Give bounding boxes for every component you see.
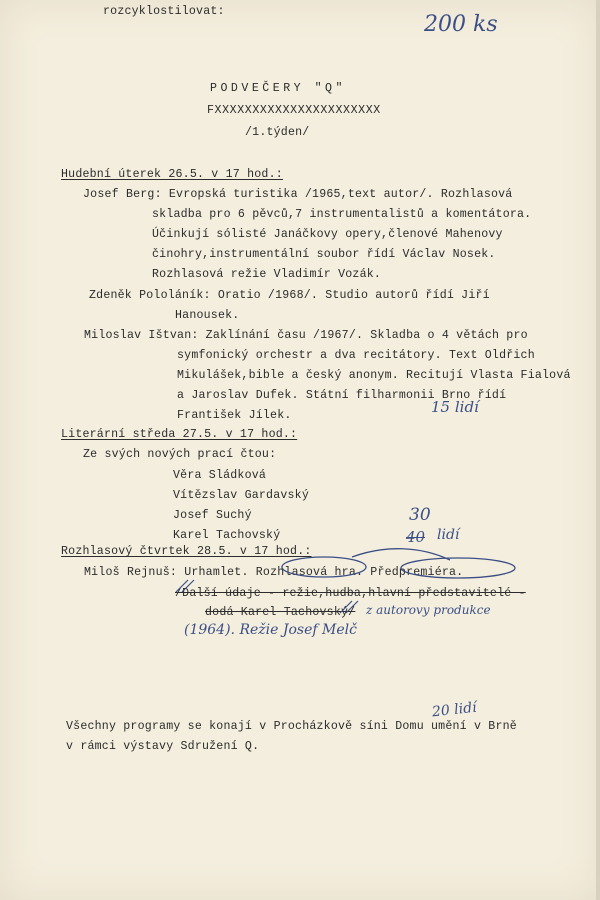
footer-line: v rámci výstavy Sdružení Q. bbox=[66, 740, 260, 753]
section-line: František Jílek. bbox=[177, 409, 292, 422]
reader-name: Karel Tachovský bbox=[173, 529, 281, 542]
crossed-out-line: FXXXXXXXXXXXXXXXXXXXXXX bbox=[207, 104, 381, 117]
section-line: symfonický orchestr a dva recitátory. Text Oldřich bbox=[177, 349, 535, 362]
reader-name: Věra Sládková bbox=[173, 469, 267, 482]
week-label: /1.týden/ bbox=[245, 126, 310, 139]
crossed-details-line: /Další údaje - režie,hudba,hlavní představitelé - bbox=[175, 587, 526, 600]
section-line: skladba pro 6 pěvců,7 instrumentalistů a komentátora. bbox=[152, 208, 532, 221]
handwritten-attendance-number: 30 bbox=[409, 505, 431, 525]
slash-mark bbox=[176, 580, 194, 592]
section-line: Rozhlasová režie Vladimír Vozák. bbox=[152, 268, 382, 281]
section-heading-radio: Rozhlasový čtvrtek 28.5. v 17 hod.: bbox=[61, 545, 312, 558]
circle-mark bbox=[282, 557, 366, 577]
handwritten-copies: 200 ks bbox=[424, 12, 498, 37]
handwritten-crossed-number: 40 bbox=[406, 528, 426, 546]
section-heading-music: Hudební úterek 26.5. v 17 hod.: bbox=[61, 168, 283, 181]
slash-mark bbox=[340, 601, 358, 613]
section-line: Miloslav Ištvan: Zaklínání času /1967/. Skladba o 4 větách pro bbox=[84, 329, 528, 342]
section-heading-literary: Literární středa 27.5. v 17 hod.: bbox=[61, 428, 298, 441]
section-line: Účinkují sólisté Janáčkovy opery,členové Mahenovy bbox=[152, 228, 503, 241]
section-line: Mikulášek,bible a český anonym. Recitují Vlasta Fialová bbox=[177, 369, 571, 382]
reading-intro: Ze svých nových prací čtou: bbox=[83, 448, 277, 461]
section-line: Josef Berg: Evropská turistika /1965,text autor/. Rozhlasová bbox=[83, 188, 513, 201]
section-line: Hanousek. bbox=[175, 309, 240, 322]
handwritten-attendance-1: 15 lidí bbox=[431, 398, 479, 416]
handwritten-insert: z autorovy produkce bbox=[366, 603, 491, 617]
document-title: PODVEČERY "Q" bbox=[210, 82, 346, 95]
crossed-details-line: dodá Karel Tachovský/ bbox=[205, 606, 356, 619]
section-line: Zdeněk Pololáník: Oratio /1968/. Studio autorů řídí Jiří bbox=[89, 289, 490, 302]
radio-play-line: Miloš Rejnuš: Urhamlet. Rozhlasová hra. Předpremiéra. bbox=[84, 566, 464, 579]
header-note: rozcyklostilovat: bbox=[103, 5, 225, 18]
footer-line: Všechny programy se konají v Procházkově síni Domu umění v Brně bbox=[66, 720, 517, 733]
circle-mark bbox=[401, 558, 515, 578]
section-line: a Jaroslav Dufek. Státní filharmonii Brno řídí bbox=[177, 389, 507, 402]
section-line: činohry,instrumentální soubor řídí Václav Nosek. bbox=[152, 248, 496, 261]
reader-name: Josef Suchý bbox=[173, 509, 252, 522]
reader-name: Vítězslav Gardavský bbox=[173, 489, 309, 502]
handwritten-attendance-word: lidí bbox=[437, 527, 460, 543]
handwritten-insert: (1964). Režie Josef Melč bbox=[184, 622, 357, 638]
handwritten-attendance-3: 20 lidí bbox=[431, 699, 478, 721]
